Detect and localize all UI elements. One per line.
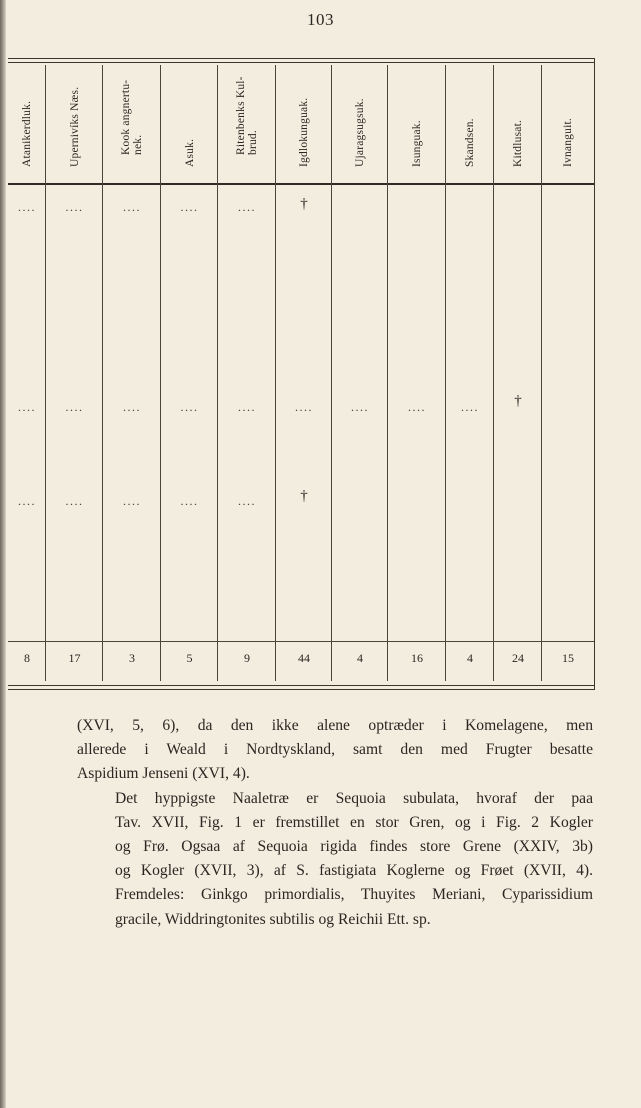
- column-header-label: [562, 118, 574, 167]
- leader-dots: ....: [18, 400, 36, 414]
- paragraph: [77, 787, 593, 932]
- leader-dots: ....: [123, 494, 141, 508]
- page-binding-edge: [0, 0, 6, 1108]
- column-header-line: Ivnanguit.: [562, 118, 574, 167]
- leader-dots: ....: [351, 400, 369, 414]
- table-column: [161, 59, 218, 689]
- leader-dots: ....: [180, 200, 199, 214]
- leader-dots: ....: [238, 200, 256, 214]
- column-header-line: Igdlokunguak.: [298, 97, 310, 167]
- column-header-line: Upernivíks Næs.: [68, 86, 81, 167]
- column-header-label: [235, 76, 259, 155]
- table-column: [388, 59, 446, 689]
- occurrence-table: [8, 58, 595, 690]
- column-header: [8, 63, 46, 183]
- column-header-line: Ujaragsugsuk.: [354, 98, 366, 167]
- column-header-line: Asuk.: [183, 138, 196, 167]
- column-header-label: [512, 120, 524, 167]
- column-header: [494, 63, 542, 183]
- column-header: [161, 63, 218, 183]
- leader-dots: ....: [295, 400, 313, 414]
- text-line: Aspidium Jenseni (XVI, 4).: [77, 765, 250, 783]
- column-header-label: [184, 139, 196, 167]
- column-total: 3: [129, 651, 135, 665]
- leader-dots: ....: [123, 400, 141, 414]
- column-header-label: [21, 101, 33, 167]
- column-header: [332, 63, 388, 183]
- column-header: [276, 63, 332, 183]
- column-header: [103, 63, 161, 183]
- column-header-line: Ritenbenks Kul-: [235, 76, 247, 155]
- column-total: 5: [186, 651, 193, 665]
- table-column: [494, 59, 542, 689]
- column-header: [542, 63, 594, 183]
- column-total: 24: [512, 651, 524, 665]
- leader-dots: ....: [180, 400, 199, 414]
- column-header: [446, 63, 494, 183]
- column-header-label: [354, 98, 366, 167]
- leader-dots: ....: [65, 400, 84, 414]
- column-header-line: brud.: [247, 130, 259, 155]
- dagger-mark: †: [514, 393, 522, 409]
- table-column: [103, 59, 161, 689]
- column-header: [388, 63, 446, 183]
- column-header-label: [298, 98, 310, 167]
- leader-dots: ....: [18, 200, 36, 214]
- dagger-mark: †: [300, 196, 308, 212]
- column-header-line: Isunguak.: [411, 120, 423, 167]
- text-line: og Kogler (XVII, 3), af S. fastigiata Koglerne og Frøet (XVII, 4).: [115, 862, 593, 880]
- column-total: 16: [411, 651, 423, 665]
- body-text: [77, 714, 593, 932]
- column-total: 44: [298, 651, 310, 665]
- column-header-line: Skandsen.: [464, 118, 476, 167]
- column-header-line: Kook angnertu-: [120, 79, 132, 155]
- leader-dots: ....: [18, 494, 36, 508]
- column-header: [218, 63, 276, 183]
- column-header-label: [120, 80, 144, 155]
- leader-dots: ....: [238, 400, 256, 414]
- text-line: (XVI, 5, 6), da den ikke alene optræder i Komelagene, men: [77, 717, 593, 734]
- column-total: 17: [68, 651, 81, 665]
- table-column: [542, 59, 594, 689]
- dagger-mark: †: [300, 488, 308, 504]
- leader-dots: ....: [238, 494, 256, 508]
- text-line: Fremdeles: Ginkgo primordialis, Thuyites Meriani, Cyparissidium: [115, 886, 593, 904]
- column-total: 8: [24, 651, 30, 665]
- text-line: Tav. XVII, Fig. 1 er fremstillet en stor Gren, og i Fig. 2 Kogler: [115, 813, 593, 831]
- column-header: [46, 63, 103, 183]
- leader-dots: ....: [123, 200, 141, 214]
- table-column: [46, 59, 103, 689]
- leader-dots: ....: [180, 494, 199, 508]
- column-header-label: [464, 118, 476, 167]
- text-line: gracile, Widdringtonites subtilis og Reichii Ett. sp.: [115, 910, 431, 928]
- text-line: og Frø. Ogsaa af Sequoia rigida findes store Grene (XXIV, 3b): [115, 838, 593, 856]
- column-total: 9: [244, 651, 250, 665]
- leader-dots: ....: [65, 200, 84, 214]
- column-header-line: Atanikerdluk.: [21, 100, 33, 167]
- table-column: [276, 59, 332, 689]
- table-column: [218, 59, 276, 689]
- column-total: 4: [467, 651, 473, 665]
- table-column: [332, 59, 388, 689]
- column-header-line: nek.: [132, 134, 144, 155]
- column-header-label: [69, 87, 81, 167]
- leader-dots: ....: [408, 400, 426, 414]
- leader-dots: ....: [65, 494, 84, 508]
- column-header-label: [411, 120, 423, 167]
- column-total: 15: [562, 651, 574, 665]
- text-line: allerede i Weald i Nordtyskland, samt den med Frugter besatte: [77, 741, 593, 759]
- table-column: [446, 59, 494, 689]
- column-header-line: Kitdlusat.: [512, 119, 524, 167]
- text-line: Det hyppigste Naaletræ er Sequoia subulata, hvoraf der paa: [115, 789, 593, 807]
- column-total: 4: [357, 651, 363, 665]
- page-number: 103: [307, 10, 334, 29]
- paragraph: [77, 714, 593, 787]
- leader-dots: ....: [461, 400, 479, 414]
- table-column: [8, 59, 46, 689]
